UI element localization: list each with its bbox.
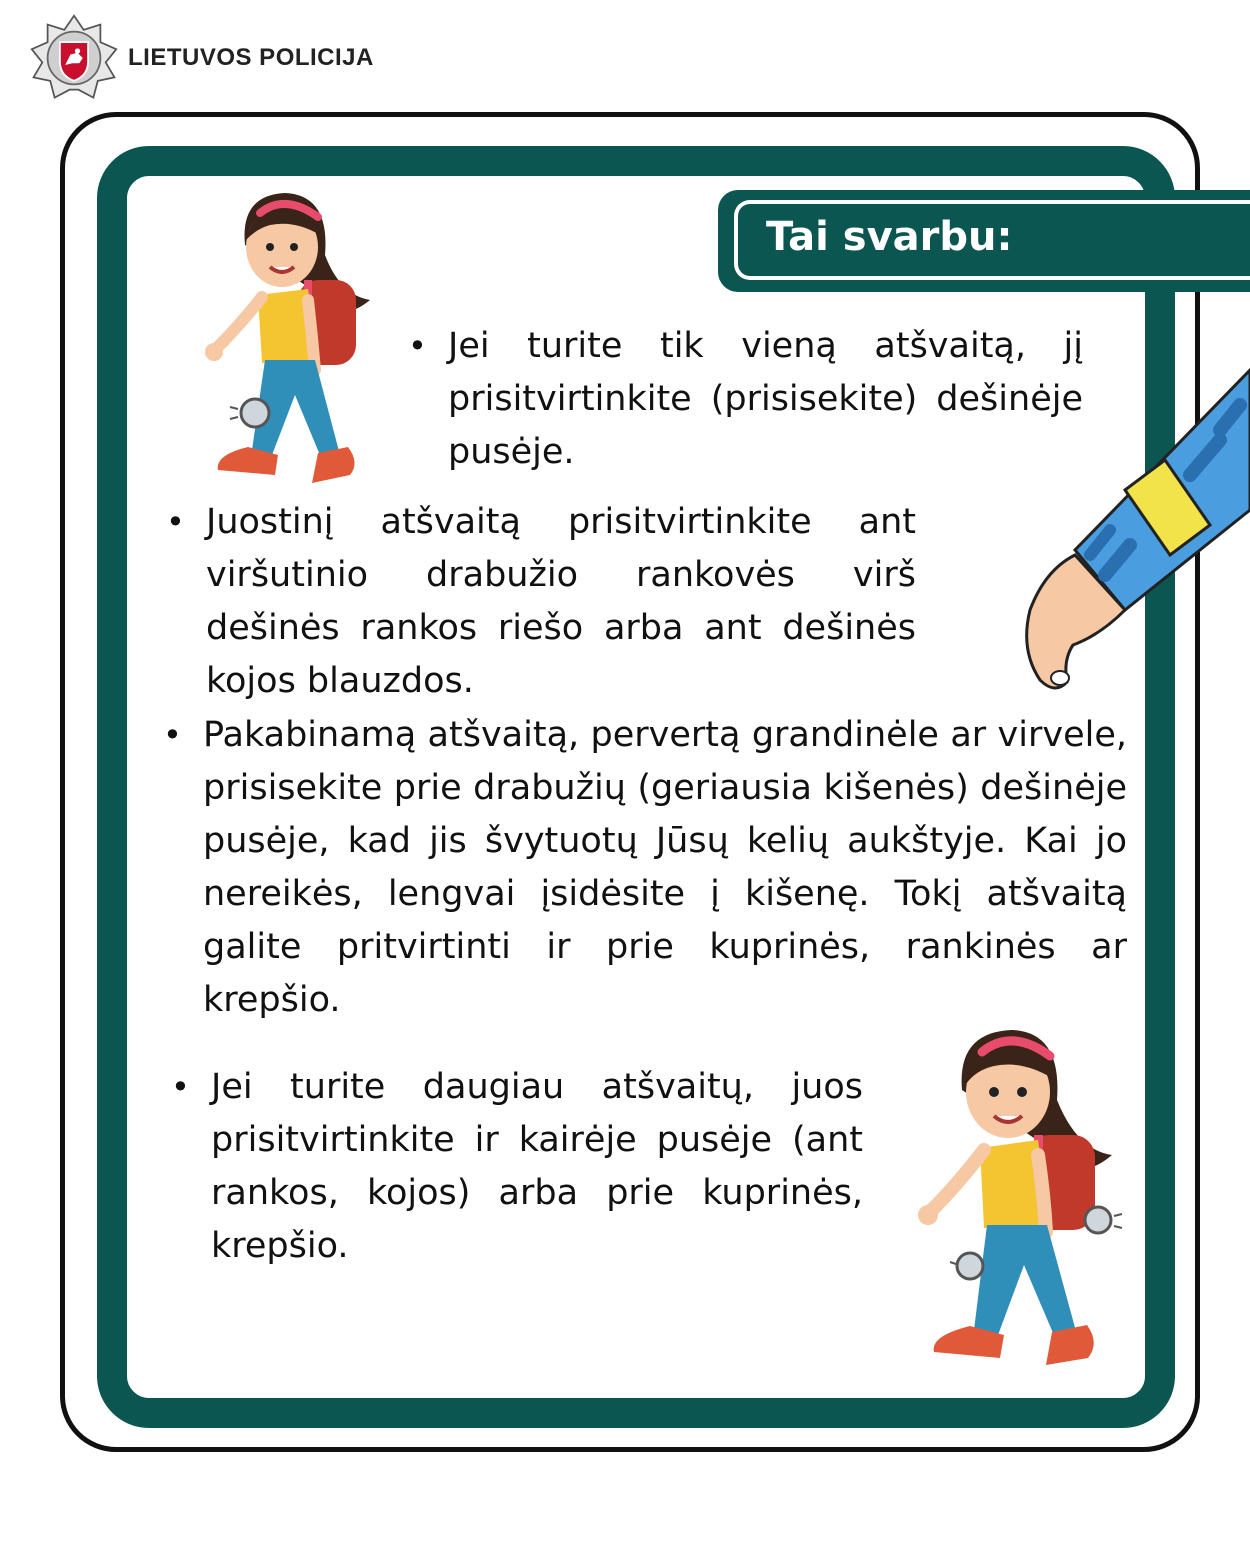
walking-girl-with-two-reflectors-icon (912, 1020, 1127, 1380)
walking-girl-with-reflector-icon (200, 185, 385, 495)
panel-heading: Tai svarbu: (766, 214, 1013, 260)
tip-2: • Juostinį atšvaitą prisitvirtinkite ant viršutinio drabužio rankovės virš dešinės rankos riešo arba ant dešinės kojos blauzdos. (206, 496, 916, 708)
tip-4: • Jei turite daugiau atšvaitų, juos prisitvirtinkite ir kairėje pusėje (ant rankos, kojos) arba prie kuprinės, krepšio. (211, 1061, 863, 1273)
tip-1: • Jei turite tik vieną atšvaitą, jį prisitvirtinkite (prisisekite) dešinėje pusėje. (448, 320, 1083, 479)
hand-with-reflective-band-icon (1015, 360, 1250, 695)
header-brand (30, 14, 374, 102)
org-name: LIETUVOS POLICIJA (128, 44, 374, 71)
police-star-badge-icon (30, 14, 118, 102)
tip-3: • Pakabinamą atšvaitą, pervertą grandinėle ar virvele, prisisekite prie drabužių (geriausia kišenės) dešinėje pusėje, kad jis švytuotų Jūsų kelių aukštyje. Kai jo nereikės, lengvai įsidėsite į kišenę. Tokį atšvaitą galite pritvirtinti ir prie kuprinės, rankinės ar krepšio. (203, 709, 1127, 1027)
